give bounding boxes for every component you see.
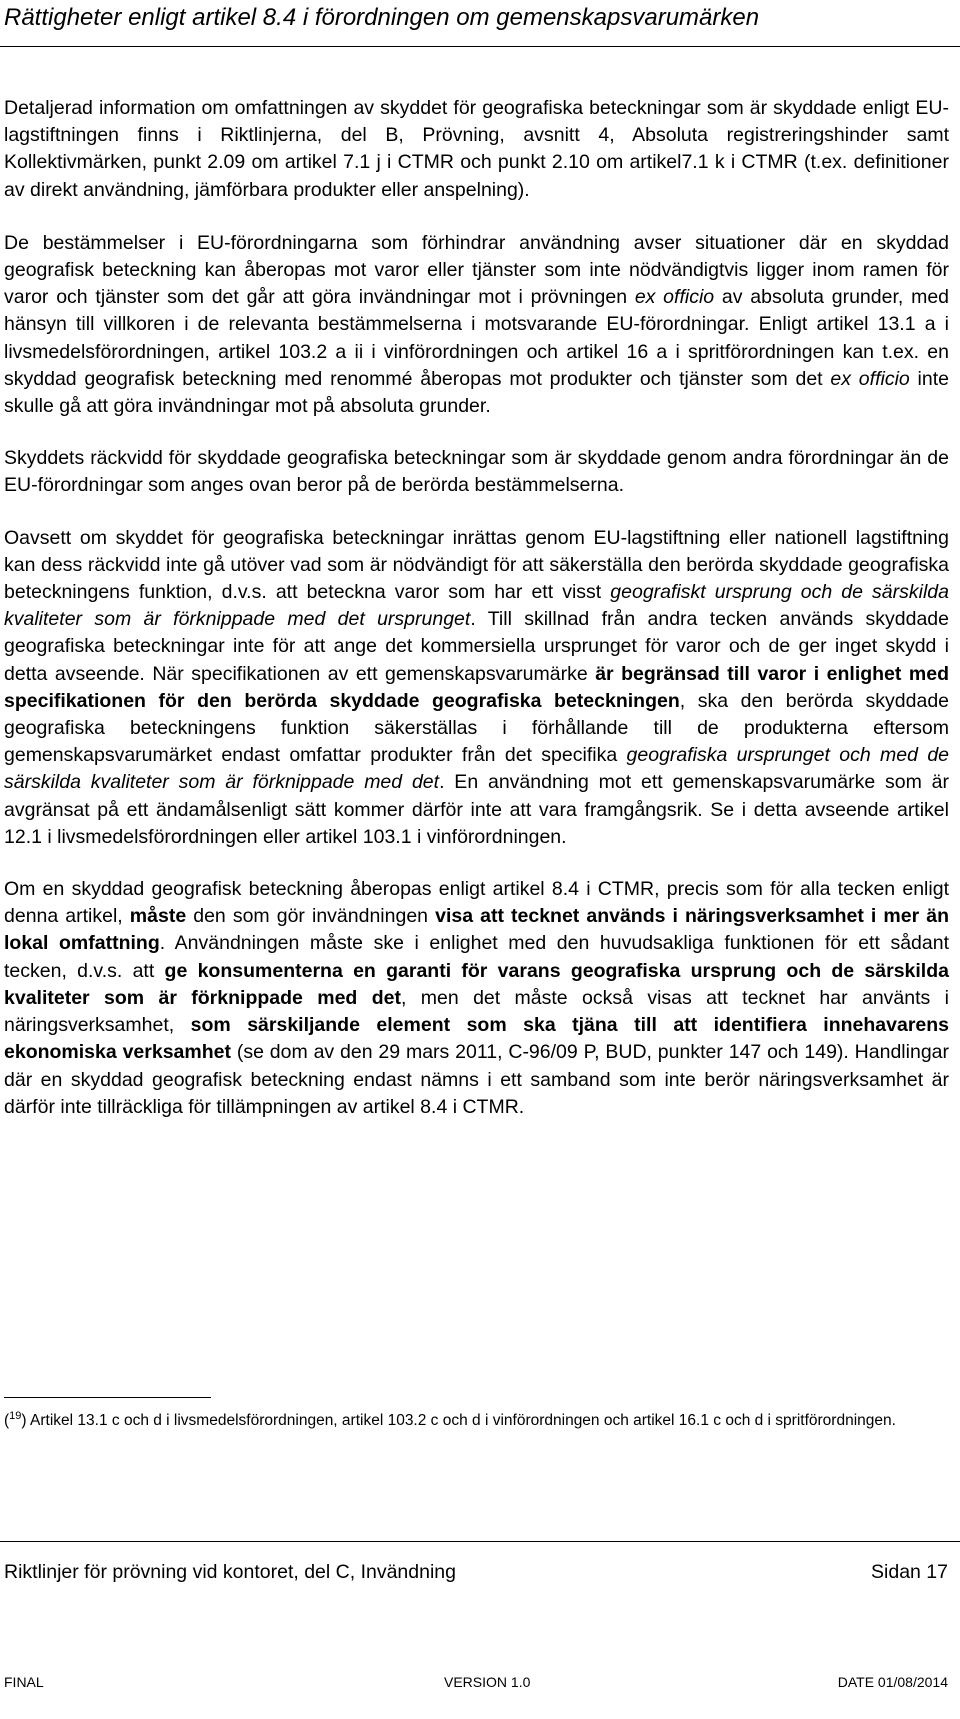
- page-header: [0, 0, 960, 47]
- text-run: De bestämmelser i EU-förordningarna som förhindrar användning avser situationer där en skyddad geografisk beteckning kan åberopas mot varor eller tjänster som inte nödvändigtvis ligger inom ramen för varor och tjänster som det går att göra invändningar mot i prövningen: [4, 231, 949, 309]
- text-run: av absoluta grunder, med hänsyn till villkoren i de relevanta bestämmelserna i motsvarande EU-förordningar. Enligt artikel 13.1 a i livsmedelsförordningen, artikel 103.2 a ii i vinförordningen och artikel 16 a i spritförordningen kan t.ex. en skyddad geografisk beteckning med renommé åberopas mot produkter och tjänster som det: [4, 286, 950, 390]
- text-run: som särskiljande element som ska tjäna till att identifiera innehavarens ekonomiska verksamhet: [4, 1014, 950, 1064]
- text-run: , ska den berörda skyddade geografiska beteckningens funktion säkerställas i förhållande till de produkterna eftersom gemenskapsvarumärket endast omfattar produkter från det specifika: [4, 689, 950, 767]
- text-run: visa att tecknet används i näringsverksamhet i mer än lokal omfattning: [4, 905, 950, 955]
- text-run: är begränsad till varor i enlighet med specifikationen för den berörda skyddade geografiska beteckningen: [4, 662, 949, 712]
- text-run: . En användning mot ett gemenskapsvarumärke som är avgränsat på ett ändamålsenligt sätt kommer därför inte att vara framgångsrik. Se i detta avseende artikel 12.1 i livsmedelsförordningen eller artikel 103.1 i vinförordningen.: [4, 771, 949, 848]
- header-title: Rättigheter enligt artikel 8.4 i förordningen om gemenskapsvarumärken: [4, 4, 760, 31]
- document-date: DATE 01/08/2014: [837, 1674, 948, 1690]
- text-run: ex officio: [830, 367, 910, 390]
- text-run: Om en skyddad geografisk beteckning åberopas enligt artikel 8.4 i CTMR, precis som för alla tecken enligt denna artikel,: [4, 878, 949, 928]
- paragraph-4: [4, 525, 949, 851]
- footnote-open-paren: (: [4, 1412, 10, 1429]
- paragraph-1: [4, 95, 949, 204]
- text-run: Skyddets räckvidd för skyddade geografiska beteckningar som är skyddade genom andra förordningar än de EU-förordningar som anges ovan beror på de berörda bestämmelserna.: [4, 447, 949, 497]
- paragraph-5: [4, 876, 949, 1121]
- footnote: [4, 1410, 949, 1432]
- text-run: (se dom av den 29 mars 2011, C-96/09 P, BUD, punkter 147 och 149). Handlingar där en skyddad geografisk beteckning endast nämns i ett samband som inte berör näringsverksamhet är därför inte tillräckliga för tillämpningen av artikel 8.4 i CTMR.: [4, 1041, 949, 1118]
- footnote-text: Artikel 13.1 c och d i livsmedelsförordningen, artikel 103.2 c och d i vinförordningen och artikel 16.1 c och d i spritförordningen.: [26, 1412, 896, 1429]
- document-body: [4, 95, 949, 1146]
- footnote-separator: [4, 1397, 211, 1398]
- text-run: geografiska ursprunget och med de särskilda kvaliteter som är förknippade med det: [4, 744, 950, 794]
- text-run: . Till skillnad från andra tecken används skyddade geografiska beteckningar inte för att ange det kommersiella ursprunget för varor och de ger inget skydd i detta avseende. När specifikationen av ett gemenskapsvarumärke: [4, 608, 949, 685]
- footer-separator: [0, 1541, 960, 1542]
- footnote-number: 19: [9, 1409, 22, 1422]
- text-run: geografiskt ursprung och de särskilda kvaliteter som är förknippade med det ursprunget: [4, 581, 950, 631]
- document-status: FINAL: [4, 1674, 44, 1690]
- text-run: den som gör invändningen: [186, 905, 436, 928]
- text-run: ge konsumenterna en garanti för varans geografiska ursprung och de särskilda kvaliteter som är förknippade med det: [4, 959, 949, 1009]
- text-run: . Användningen måste ske i enlighet med den huvudsakliga funktionen för ett sådant tecken, d.v.s. att: [4, 932, 949, 982]
- paragraph-2: [4, 230, 949, 420]
- footnote-close-paren: ): [21, 1412, 27, 1429]
- text-run: inte skulle gå att göra invändningar mot på absoluta grunder.: [4, 367, 949, 418]
- footer-document-title: Riktlinjer för prövning vid kontoret, del C, Invändning: [4, 1561, 456, 1583]
- text-run: ex officio: [634, 286, 715, 309]
- text-run: Oavsett om skyddet för geografiska beteckningar inrättas genom EU-lagstiftning eller nationell lagstiftning kan dess räckvidd inte gå utöver vad som är nödvändigt för att säkerställa den berörda skyddade geografiska beteckningens funktion, d.v.s. att beteckna varor som har ett visst: [4, 526, 949, 604]
- text-run: Detaljerad information om omfattningen av skyddet för geografiska beteckningar som är skyddade enligt EU-lagstiftningen finns i Riktlinjerna, del B, Prövning, avsnitt 4, Absoluta registreringshinder samt Kollektivmärken, punkt 2.09 om artikel 7.1 j i CTMR och punkt 2.10 om artikel7.1 k i CTMR (t.ex. definitioner av direkt användning, jämförbara produkter eller anspelning).: [4, 97, 949, 201]
- document-version: VERSION 1.0: [444, 1674, 531, 1690]
- text-run: , men det måste också visas att tecknet har använts i näringsverksamhet,: [4, 986, 949, 1037]
- paragraph-3: [4, 445, 949, 499]
- text-run: måste: [129, 905, 187, 928]
- footer-page-number: Sidan 17: [871, 1561, 948, 1583]
